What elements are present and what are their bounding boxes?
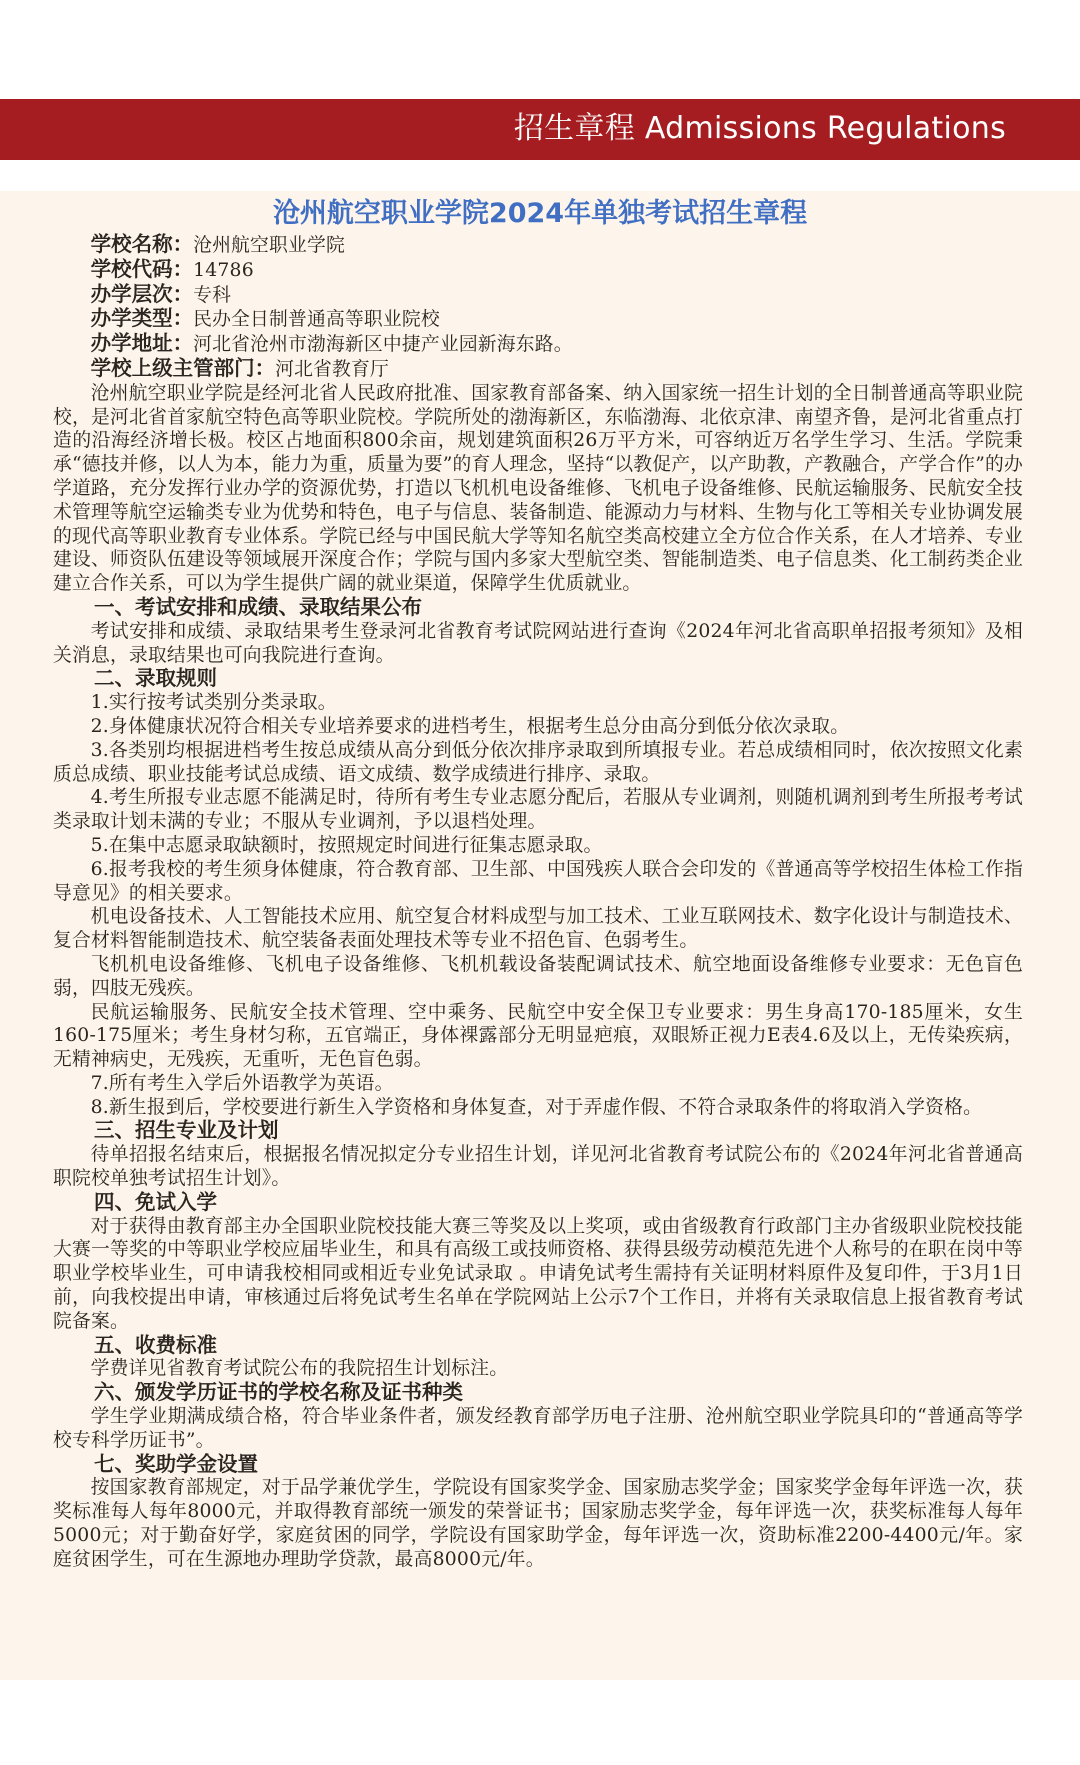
intro-paragraph: 沧州航空职业学院是经河北省人民政府批准、国家教育部备案、纳入国家统一招生计划的全日制普通高等职业院校，是河北省首家航空特色高等职业院校。学院所处的渤海新区，东临渤海、北依京津、南望齐鲁，是河北省重点打造的沿海经济增长极。校区占地面积800余亩，规划建筑面积26万平方米，可容纳近万名学生学习、生活。学院秉承“德技并修，以人为本，能力为重，质量为要”的育人理念，坚持“以教促产，以产助教，产教融合，产学合作”的办学道路，充分发挥行业办学的资源优势，打造以飞机机电设备维修、飞机电子设备维修、民航运输服务、民航安全技术管理等航空运输类专业为优势和特色，电子与信息、装备制造、能源动力与材料、生物与化工等相关专业协调发展的现代高等职业教育专业体系。学院已经与中国民航大学等知名航空类高校建立全方位合作关系，在人才培养、专业建设、师资队伍建设等领域展开深度合作；学院与国内多家大型航空类、智能制造类、电子信息类、化工制药类企业建立合作关系，可以为学生提供广阔的就业渠道，保障学生优质就业。	[53, 382, 1023, 595]
paragraph: 5.在集中志愿录取缺额时，按照规定时间进行征集志愿录取。	[90, 834, 603, 856]
paragraph: 飞机机电设备维修、飞机电子设备维修、飞机机载设备装配调试技术、航空地面设备维修专业要求：无色盲色弱，四肢无残疾。	[53, 953, 1023, 999]
info-level	[53, 283, 1023, 308]
paragraph: 2.身体健康状况符合相关专业培养要求的进档考生，根据考生总分由高分到低分依次录取。	[90, 715, 850, 737]
section-heading-certificate: 六、颁发学历证书的学校名称及证书种类	[94, 1380, 463, 1405]
info-value: 河北省教育厅	[275, 358, 389, 380]
paragraph: 1.实行按考试类别分类录取。	[90, 692, 337, 714]
paragraph: 考试安排和成绩、录取结果考生登录河北省教育考试院网站进行查询《2024年河北省高职单招报考须知》及相关消息，录取结果也可向我院进行查询。	[53, 620, 1023, 666]
info-value: 民办全日制普通高等职业院校	[193, 309, 440, 331]
document-title: 沧州航空职业学院2024年单独考试招生章程	[272, 198, 808, 229]
section-heading-fees: 五、收费标准	[94, 1332, 217, 1357]
section-heading-exam: 一、考试安排和成绩、录取结果公布	[94, 594, 422, 619]
section-heading-admission-rules: 二、录取规则	[94, 666, 217, 691]
paragraph: 8.新生报到后，学校要进行新生入学资格和身体复查，对于弄虚作假、不符合录取条件的将取消入学资格。	[90, 1096, 983, 1118]
document-body	[53, 233, 1023, 1572]
info-label: 办学地址：	[90, 331, 194, 356]
paragraph: 7.所有考生入学后外语教学为英语。	[90, 1072, 394, 1094]
section-heading-majors-plan: 三、招生专业及计划	[94, 1118, 279, 1143]
paragraph: 机电设备技术、人工智能技术应用、航空复合材料成型与加工技术、工业互联网技术、数字化设计与制造技术、复合材料智能制造技术、航空装备表面处理技术等专业不招色盲、色弱考生。	[53, 906, 1023, 952]
info-authority	[53, 357, 1023, 382]
document-panel	[0, 191, 1080, 1680]
info-label: 办学类型：	[90, 306, 194, 331]
paragraph: 待单招报名结束后，根据报名情况拟定分专业招生计划，详见河北省教育考试院公布的《2024年河北省普通高职院校单独考试招生计划》。	[53, 1144, 1023, 1190]
info-value: 河北省沧州市渤海新区中捷产业园新海东路。	[193, 334, 573, 356]
info-label: 学校上级主管部门：	[90, 355, 276, 380]
paragraph: 学费详见省教育考试院公布的我院招生计划标注。	[90, 1358, 509, 1380]
paragraph: 3.各类别均根据进档考生按总成绩从高分到低分依次排序录取到所填报专业。若总成绩相同时，依次按照文化素质总成绩、职业技能考试总成绩、语文成绩、数学成绩进行排序、录取。	[53, 739, 1023, 785]
info-type	[53, 307, 1023, 332]
paragraph: 民航运输服务、民航安全技术管理、空中乘务、民航空中安全保卫专业要求：男生身高170-185厘米，女生160-175厘米；考生身材匀称，五官端正，身体裸露部分无明显疤痕，双眼矫正视力E表4.6及以上，无传染疾病，无精神病史，无残疾，无重听，无色盲色弱。	[53, 1001, 1023, 1071]
banner-title: 招生章程 Admissions Regulations	[513, 111, 1006, 146]
info-school-code	[53, 258, 1023, 283]
info-label: 学校名称：	[90, 232, 194, 256]
section-heading-scholarships: 七、奖助学金设置	[94, 1451, 258, 1476]
paragraph: 学生学业期满成绩合格，符合毕业条件者，颁发经教育部学历电子注册、沧州航空职业学院具印的“普通高等学校专科学历证书”。	[53, 1406, 1023, 1451]
info-value: 14786	[193, 259, 254, 281]
header-banner	[0, 99, 1080, 160]
info-address	[53, 332, 1023, 357]
paragraph: 按国家教育部规定，对于品学兼优学生，学院设有国家奖学金、国家励志奖学金；国家奖学金每年评选一次，获奖标准每人每年8000元，并取得教育部统一颁发的荣誉证书；国家励志奖学金，每年评选一次，获奖标准每人每年5000元；对于勤奋好学，家庭贫困的同学，学院设有国家助学金，每年评选一次，资助标准2200-4400元/年。家庭贫困学生，可在生源地办理助学贷款，最高8000元/年。	[53, 1477, 1023, 1570]
paragraph: 6.报考我校的考生须身体健康，符合教育部、卫生部、中国残疾人联合会印发的《普通高等学校招生体检工作指导意见》的相关要求。	[53, 858, 1023, 904]
paragraph: 对于获得由教育部主办全国职业院校技能大赛三等奖及以上奖项，或由省级教育行政部门主办省级职业院校技能大赛一等奖的中等职业学校应届毕业生，和具有高级工或技师资格、获得县级劳动模范先进个人称号的在职在岗中等职业学校毕业生，可申请我校相同或相近专业免试录取 。申请免试考生需持有关证明材料原件及复印件，于3月1日前，向我校提出申请，审核通过后将免试考生名单在学院网站上公示7个工作日，并将有关录取信息上报省教育考试院备案。	[53, 1215, 1023, 1332]
info-value: 专科	[193, 284, 232, 306]
paragraph: 4.考生所报专业志愿不能满足时，待所有考生专业志愿分配后，若服从专业调剂，则随机调剂到考生所报考考试类录取计划未满的专业；不服从专业调剂，予以退档处理。	[53, 787, 1023, 833]
info-label: 办学层次：	[90, 281, 194, 306]
section-heading-exemption: 四、免试入学	[94, 1189, 217, 1214]
info-school-name	[53, 233, 1023, 258]
info-label: 学校代码：	[90, 256, 194, 281]
info-value: 沧州航空职业学院	[193, 235, 345, 256]
